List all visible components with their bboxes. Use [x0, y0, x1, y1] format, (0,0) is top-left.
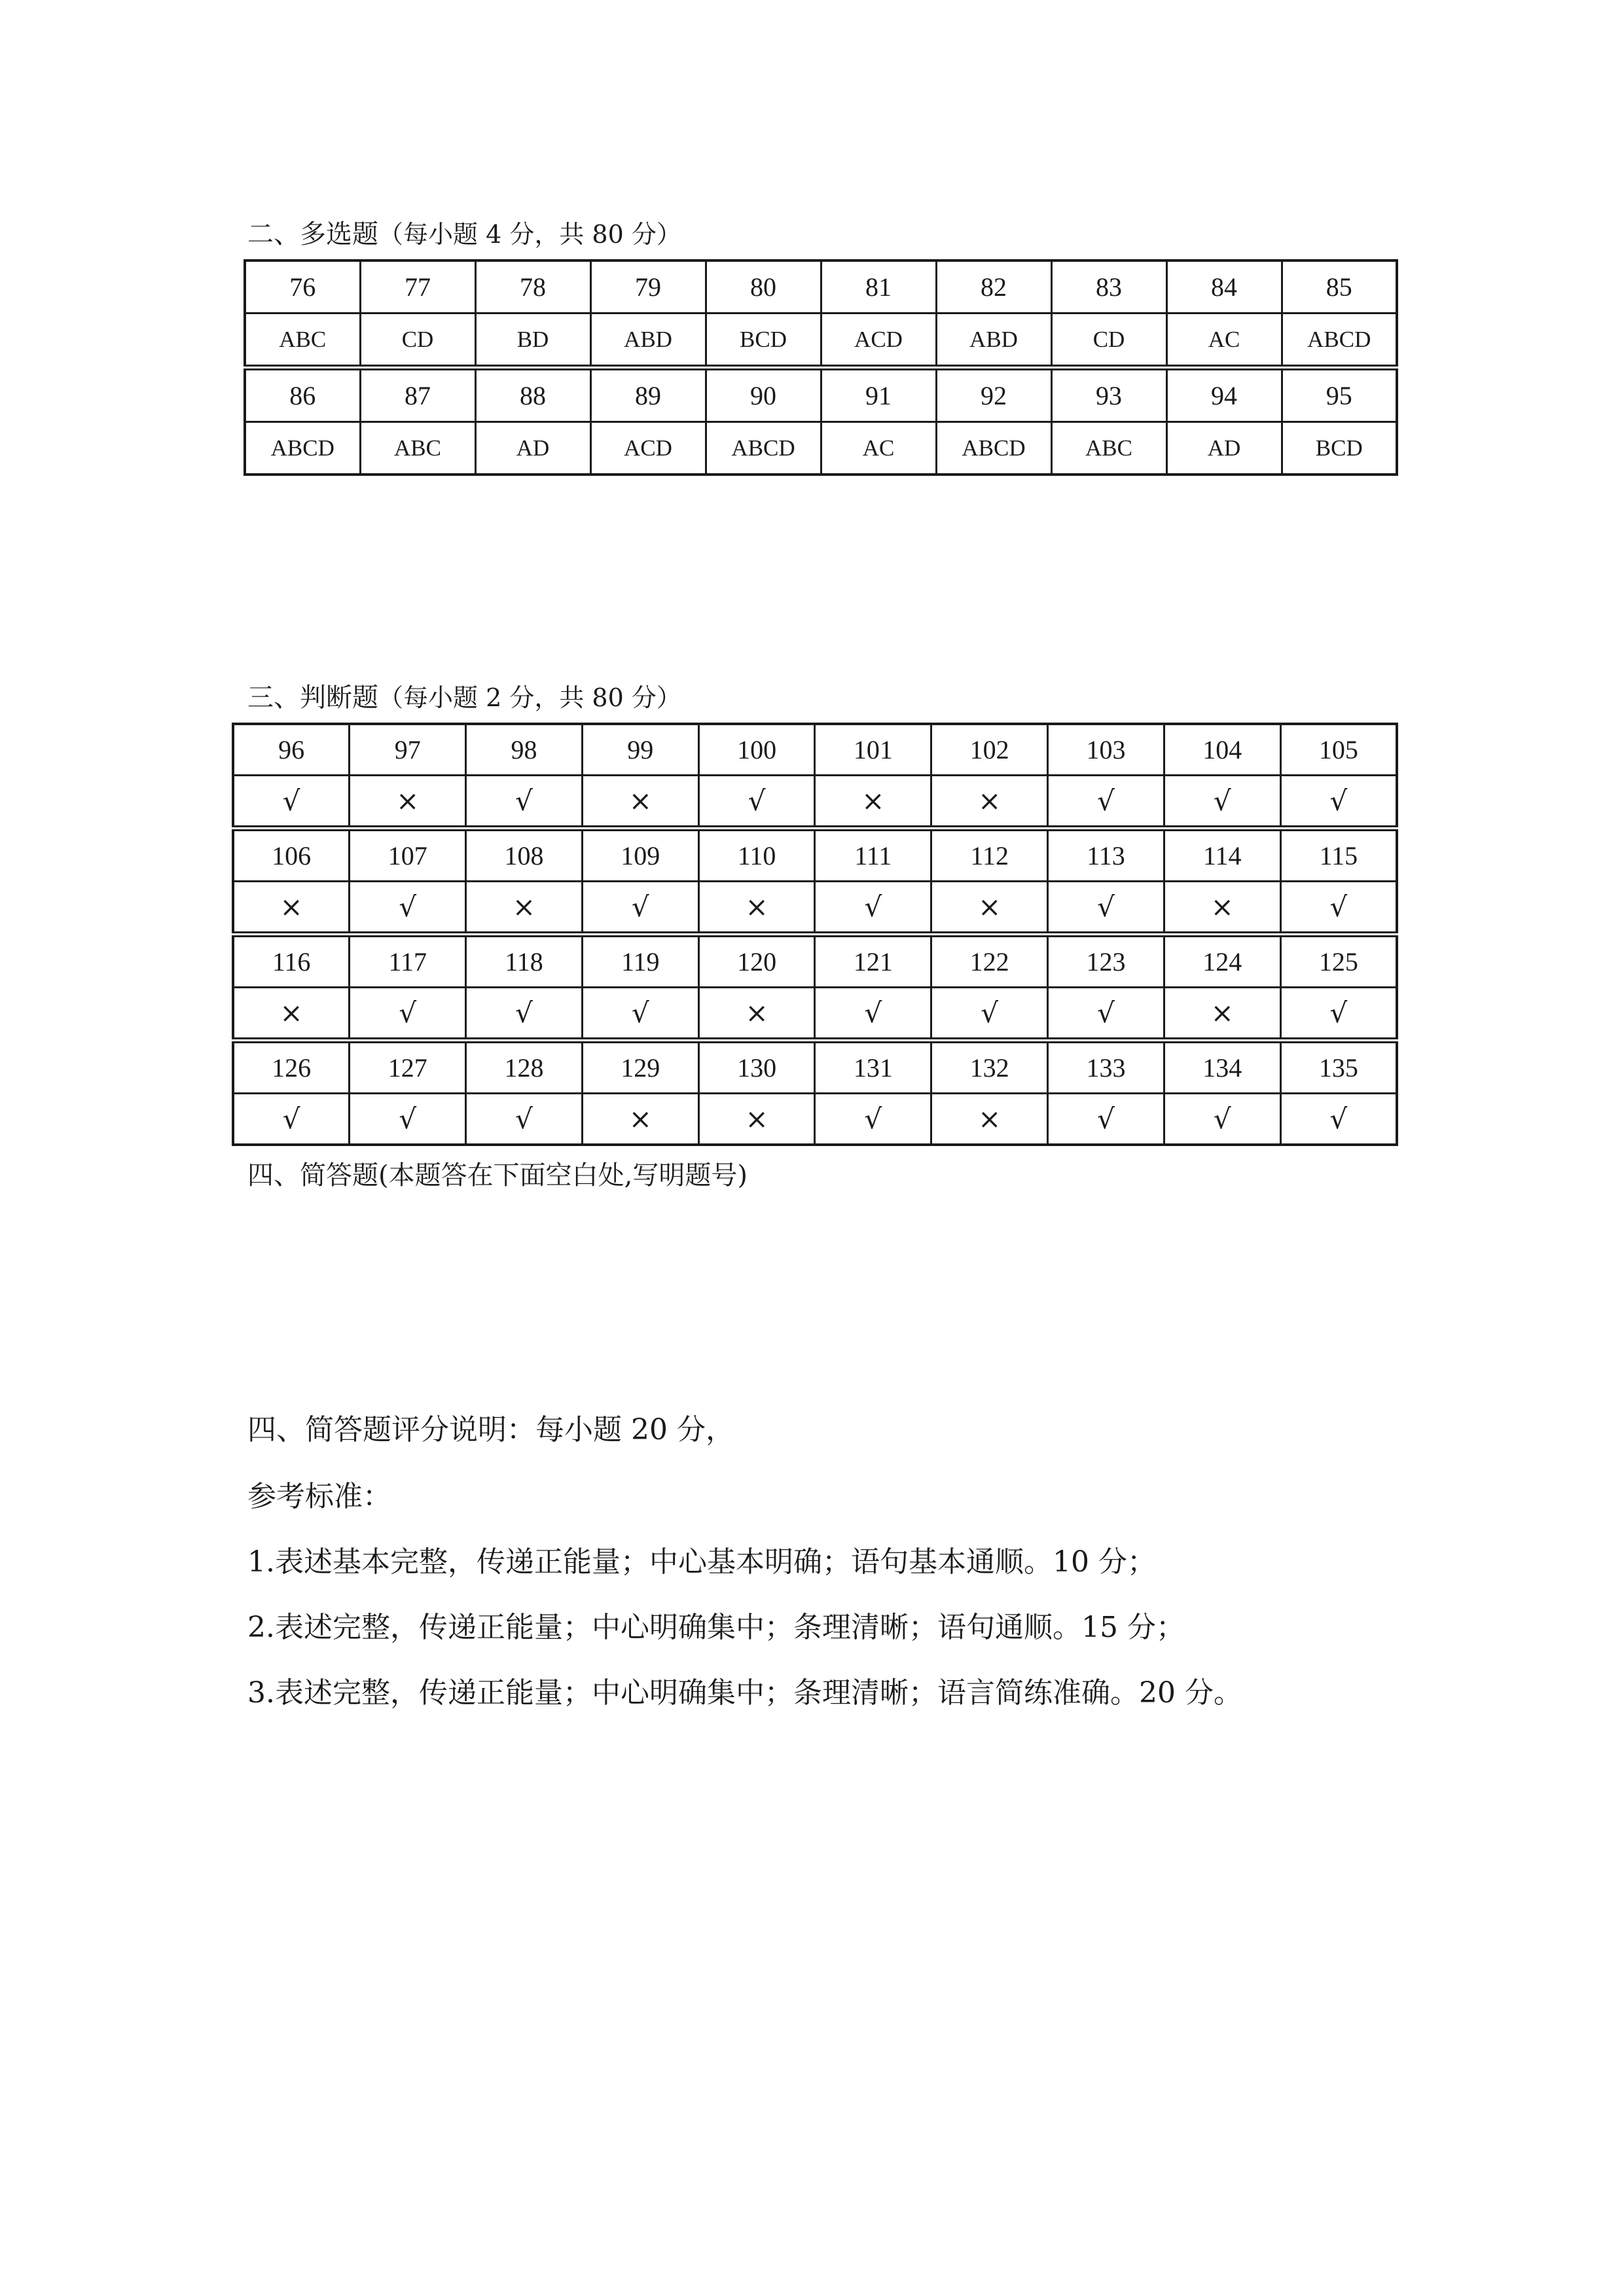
answer-row	[245, 422, 1397, 475]
question-number-row	[233, 829, 1397, 882]
judgement-mark-cell: ×	[582, 1094, 698, 1145]
choice-answer-cell: ACD	[590, 422, 706, 475]
question-number-cell: 96	[233, 724, 350, 776]
question-number-cell: 132	[931, 1041, 1048, 1094]
answer-row	[245, 314, 1397, 368]
judgement-mark-cell: ×	[931, 776, 1048, 829]
question-number-row	[233, 1041, 1397, 1094]
choice-answer-cell: AC	[1166, 314, 1282, 368]
judgement-mark-cell: √	[466, 1094, 583, 1145]
judgement-mark-cell: ×	[698, 1094, 815, 1145]
question-number-cell: 133	[1048, 1041, 1164, 1094]
choice-answer-cell: ABC	[245, 314, 360, 368]
choice-answer-cell: BCD	[706, 314, 821, 368]
judgement-mark-cell: √	[1164, 1094, 1280, 1145]
question-number-cell: 84	[1166, 260, 1282, 314]
question-number-row	[233, 724, 1397, 776]
judgement-mark-cell: ×	[233, 882, 350, 935]
judgement-mark-cell: ×	[582, 776, 698, 829]
question-number-cell: 89	[590, 368, 706, 422]
judgement-mark-cell: √	[698, 776, 815, 829]
judgement-mark-cell: ×	[1164, 882, 1280, 935]
choice-answer-cell: AD	[1166, 422, 1282, 475]
judgement-mark-cell: √	[1048, 1094, 1164, 1145]
multiple-choice-scoring-note: （每小题 4 分，共 80 分）	[378, 220, 681, 249]
question-number-cell: 90	[706, 368, 821, 422]
judgement-mark-cell: ×	[1164, 988, 1280, 1041]
question-number-cell: 127	[350, 1041, 466, 1094]
judgement-mark-cell: √	[1280, 1094, 1397, 1145]
judgement-mark-cell: ×	[698, 988, 815, 1041]
judgement-mark-cell: √	[233, 776, 350, 829]
judgement-mark-cell: ×	[815, 776, 931, 829]
judgement-mark-cell: √	[1280, 882, 1397, 935]
question-number-cell: 119	[582, 935, 698, 988]
judgement-mark-cell: √	[466, 988, 583, 1041]
question-number-cell: 106	[233, 829, 350, 882]
question-number-cell: 97	[350, 724, 466, 776]
question-number-cell: 124	[1164, 935, 1280, 988]
choice-answer-cell: ABD	[590, 314, 706, 368]
judgement-mark-cell: √	[1048, 988, 1164, 1041]
question-number-cell: 103	[1048, 724, 1164, 776]
question-number-cell: 81	[821, 260, 936, 314]
question-number-cell: 76	[245, 260, 360, 314]
question-number-cell: 108	[466, 829, 583, 882]
true-false-title: 三、判断题	[247, 683, 378, 713]
question-number-cell: 115	[1280, 829, 1397, 882]
question-number-cell: 99	[582, 724, 698, 776]
question-number-cell: 111	[815, 829, 931, 882]
choice-answer-cell: ABCD	[245, 422, 360, 475]
judgement-mark-cell: √	[233, 1094, 350, 1145]
question-number-cell: 117	[350, 935, 466, 988]
judgement-mark-cell: ×	[466, 882, 583, 935]
question-number-cell: 83	[1051, 260, 1166, 314]
choice-answer-cell: ABC	[1051, 422, 1166, 475]
question-number-cell: 102	[931, 724, 1048, 776]
answer-row	[233, 882, 1397, 935]
multiple-choice-heading	[247, 221, 681, 247]
grading-criterion: 2.表述完整，传递正能量；中心明确集中；条理清晰；语句通顺。15 分；	[247, 1611, 1185, 1644]
question-number-row	[245, 260, 1397, 314]
question-number-cell: 118	[466, 935, 583, 988]
judgement-mark-cell: √	[582, 988, 698, 1041]
choice-answer-cell: ABC	[360, 422, 475, 475]
question-number-cell: 100	[698, 724, 815, 776]
choice-answer-cell: ACD	[821, 314, 936, 368]
judgement-mark-cell: √	[815, 988, 931, 1041]
grading-reference-label: 参考标准：	[247, 1480, 391, 1513]
choice-answer-cell: ABD	[936, 314, 1051, 368]
multiple-choice-title: 二、多选题	[247, 219, 378, 249]
judgement-mark-cell: √	[350, 882, 466, 935]
grading-criterion: 1.表述基本完整，传递正能量；中心基本明确；语句基本通顺。10 分；	[247, 1545, 1156, 1579]
judgement-mark-cell: √	[466, 776, 583, 829]
judgement-mark-cell: ×	[233, 988, 350, 1041]
question-number-cell: 125	[1280, 935, 1397, 988]
choice-answer-cell: AD	[475, 422, 590, 475]
question-number-row	[233, 935, 1397, 988]
question-number-cell: 112	[931, 829, 1048, 882]
choice-answer-cell: BCD	[1282, 422, 1397, 475]
short-answer-heading: 四、简答题(本题答在下面空白处,写明题号)	[247, 1160, 748, 1191]
judgement-mark-cell: √	[931, 988, 1048, 1041]
answer-row	[233, 1094, 1397, 1145]
judgement-mark-cell: ×	[698, 882, 815, 935]
judgement-mark-cell: √	[1048, 776, 1164, 829]
question-number-cell: 95	[1282, 368, 1397, 422]
multiple-choice-answer-table	[244, 259, 1398, 476]
question-number-cell: 79	[590, 260, 706, 314]
question-number-cell: 80	[706, 260, 821, 314]
question-number-cell: 85	[1282, 260, 1397, 314]
question-number-cell: 116	[233, 935, 350, 988]
question-number-cell: 113	[1048, 829, 1164, 882]
question-number-cell: 134	[1164, 1041, 1280, 1094]
judgement-mark-cell: ×	[350, 776, 466, 829]
question-number-cell: 107	[350, 829, 466, 882]
question-number-cell: 98	[466, 724, 583, 776]
grading-title: 四、简答题评分说明：每小题 20 分，	[247, 1413, 734, 1446]
question-number-cell: 77	[360, 260, 475, 314]
question-number-cell: 120	[698, 935, 815, 988]
question-number-cell: 135	[1280, 1041, 1397, 1094]
judgement-mark-cell: ×	[931, 1094, 1048, 1145]
question-number-cell: 121	[815, 935, 931, 988]
judgement-mark-cell: √	[1048, 882, 1164, 935]
question-number-cell: 129	[582, 1041, 698, 1094]
question-number-cell: 123	[1048, 935, 1164, 988]
judgement-mark-cell: ×	[931, 882, 1048, 935]
question-number-cell: 110	[698, 829, 815, 882]
choice-answer-cell: CD	[1051, 314, 1166, 368]
judgement-mark-cell: √	[815, 882, 931, 935]
question-number-cell: 87	[360, 368, 475, 422]
question-number-cell: 126	[233, 1041, 350, 1094]
question-number-cell: 101	[815, 724, 931, 776]
true-false-heading	[247, 685, 681, 711]
true-false-scoring-note: （每小题 2 分，共 80 分）	[378, 683, 681, 712]
question-number-row	[245, 368, 1397, 422]
question-number-cell: 86	[245, 368, 360, 422]
choice-answer-cell: ABCD	[1282, 314, 1397, 368]
question-number-cell: 92	[936, 368, 1051, 422]
question-number-cell: 128	[466, 1041, 583, 1094]
choice-answer-cell: AC	[821, 422, 936, 475]
judgement-mark-cell: √	[1280, 776, 1397, 829]
judgement-mark-cell: √	[815, 1094, 931, 1145]
answer-row	[233, 988, 1397, 1041]
judgement-mark-cell: √	[350, 988, 466, 1041]
true-false-answer-table	[232, 723, 1398, 1146]
question-number-cell: 104	[1164, 724, 1280, 776]
judgement-mark-cell: √	[1280, 988, 1397, 1041]
question-number-cell: 105	[1280, 724, 1397, 776]
question-number-cell: 93	[1051, 368, 1166, 422]
question-number-cell: 91	[821, 368, 936, 422]
judgement-mark-cell: √	[1164, 776, 1280, 829]
choice-answer-cell: ABCD	[936, 422, 1051, 475]
answer-row	[233, 776, 1397, 829]
question-number-cell: 94	[1166, 368, 1282, 422]
judgement-mark-cell: √	[582, 882, 698, 935]
grading-criterion: 3.表述完整，传递正能量；中心明确集中；条理清晰；语言简练准确。20 分。	[247, 1676, 1242, 1710]
choice-answer-cell: BD	[475, 314, 590, 368]
question-number-cell: 114	[1164, 829, 1280, 882]
choice-answer-cell: ABCD	[706, 422, 821, 475]
judgement-mark-cell: √	[350, 1094, 466, 1145]
question-number-cell: 130	[698, 1041, 815, 1094]
question-number-cell: 109	[582, 829, 698, 882]
question-number-cell: 122	[931, 935, 1048, 988]
question-number-cell: 131	[815, 1041, 931, 1094]
question-number-cell: 78	[475, 260, 590, 314]
question-number-cell: 88	[475, 368, 590, 422]
choice-answer-cell: CD	[360, 314, 475, 368]
question-number-cell: 82	[936, 260, 1051, 314]
